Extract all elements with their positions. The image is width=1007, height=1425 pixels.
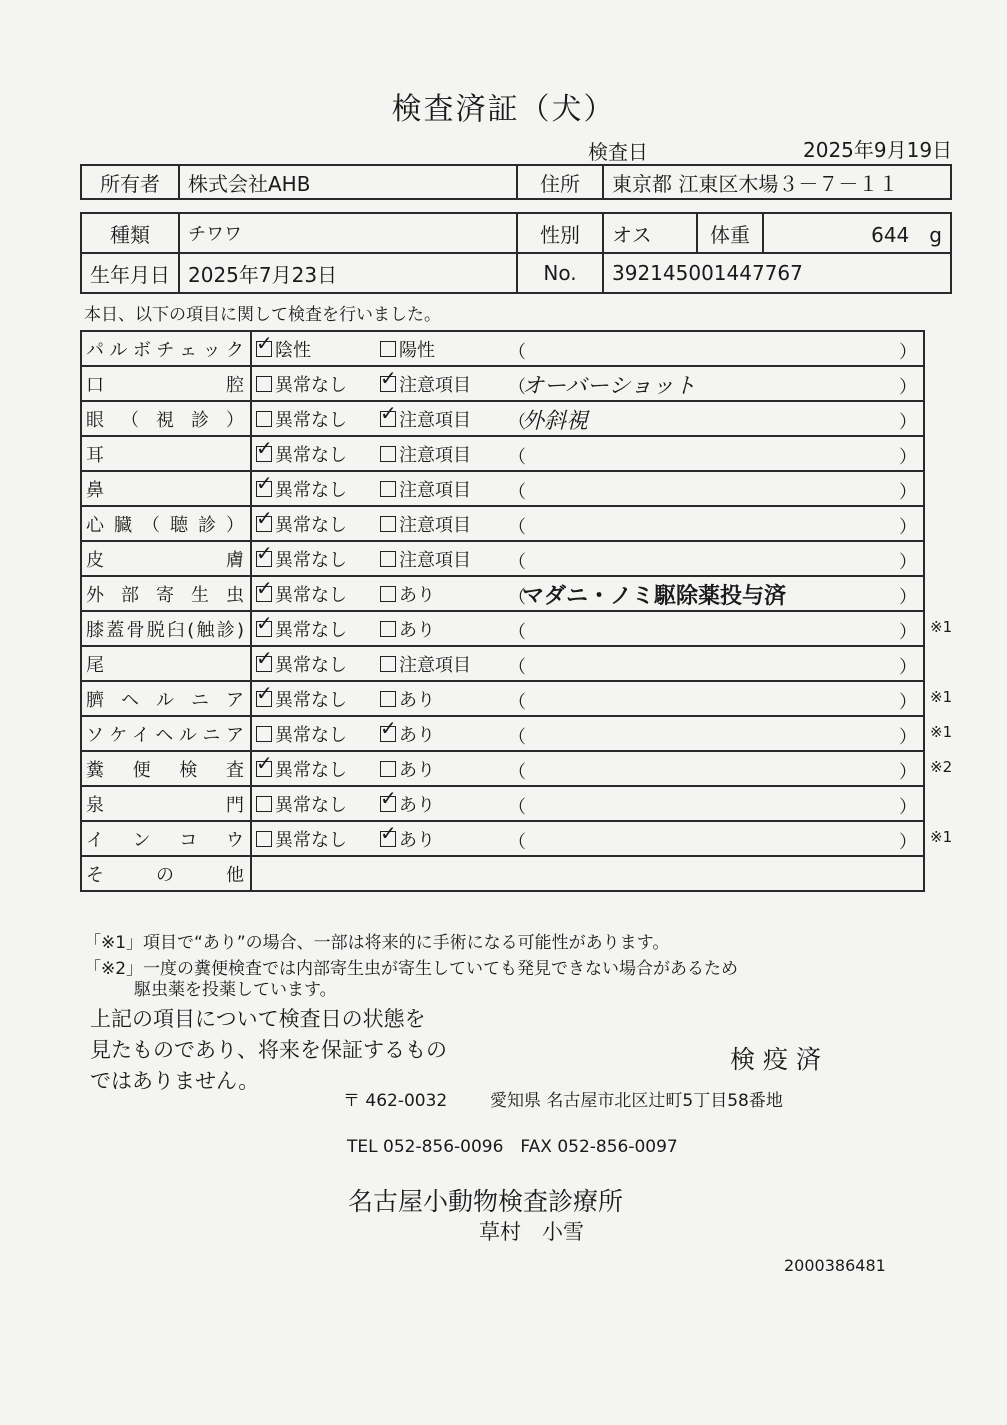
exam-item-name: 眼（視診） — [81, 401, 251, 436]
side-note: ※1 — [930, 688, 953, 706]
checkbox-icon[interactable] — [380, 761, 396, 777]
option-b-label: あり — [399, 829, 435, 851]
option-a-label: 異常なし — [275, 409, 347, 431]
disclaimer-line-3: ではありません。 — [90, 1069, 260, 1093]
owner-table — [80, 164, 952, 200]
owner-value: 株式会社AHB — [179, 165, 517, 199]
option-b-label: 注意項目 — [399, 444, 471, 466]
option-a-label: 異常なし — [275, 619, 347, 641]
other-label: その他 — [81, 856, 251, 891]
option-a-label: 異常なし — [275, 514, 347, 536]
option-a — [251, 541, 376, 576]
remark-text: 外斜視 — [522, 409, 589, 434]
exam-item-name: 尾 — [81, 646, 251, 681]
remark-cell: （ ） — [502, 786, 924, 821]
option-a-label: 異常なし — [275, 444, 347, 466]
option-a-label: 異常なし — [275, 549, 347, 571]
sex-label: 性別 — [517, 213, 603, 253]
option-b-label: 注意項目 — [399, 479, 471, 501]
birth-label: 生年月日 — [81, 253, 179, 293]
option-a-label: 陰性 — [275, 339, 311, 361]
exam-item-name: 膝蓋骨脱臼(触診) — [81, 611, 251, 646]
exam-item-name: ソケイヘルニア — [81, 716, 251, 751]
checkbox-icon[interactable] — [256, 796, 272, 812]
document-title: 検査済証（犬） — [391, 92, 616, 127]
remark-cell: （ ） — [502, 751, 924, 786]
remark-cell: （ オーバーショット ） — [502, 366, 924, 401]
kind-value: チワワ — [179, 213, 517, 253]
option-b-label: 注意項目 — [399, 514, 471, 536]
side-note: ※1 — [930, 828, 953, 846]
option-b-label: あり — [399, 584, 435, 606]
option-b — [376, 821, 502, 856]
checkbox-icon[interactable] — [256, 691, 272, 707]
postal-code: 〒 462-0032 — [343, 1091, 448, 1111]
no-label: No. — [517, 253, 603, 293]
checkbox-icon[interactable] — [380, 586, 396, 602]
option-a — [251, 751, 376, 786]
remark-cell: （ ） — [502, 681, 924, 716]
weight-label: 体重 — [697, 213, 763, 253]
option-b-label: 注意項目 — [399, 654, 471, 676]
checkbox-icon[interactable] — [380, 726, 396, 742]
disclaimer-line-1: 上記の項目について検査日の状態を — [90, 1007, 426, 1031]
option-b — [376, 611, 502, 646]
option-b — [376, 366, 502, 401]
checkbox-icon[interactable] — [256, 761, 272, 777]
checkbox-icon[interactable] — [380, 481, 396, 497]
vet-name: 草村 小雪 — [479, 1220, 584, 1244]
option-b — [376, 471, 502, 506]
checkbox-icon[interactable] — [256, 516, 272, 532]
checkbox-icon[interactable] — [380, 341, 396, 357]
exam-row — [81, 366, 924, 401]
exam-row — [81, 436, 924, 471]
checkbox-icon[interactable] — [256, 726, 272, 742]
option-b — [376, 331, 502, 366]
intro-text: 本日、以下の項目に関して検査を行いました。 — [84, 305, 441, 325]
remark-text: オーバーショット — [522, 374, 697, 399]
checkbox-icon[interactable] — [380, 656, 396, 672]
serial-number: 2000386481 — [784, 1256, 886, 1275]
remark-cell: （ ） — [502, 716, 924, 751]
option-a-label: 異常なし — [275, 724, 347, 746]
checkbox-icon[interactable] — [380, 691, 396, 707]
remark-cell: （ ） — [502, 646, 924, 681]
checkbox-icon[interactable] — [256, 551, 272, 567]
checkbox-icon[interactable] — [256, 446, 272, 462]
birth-value: 2025年7月23日 — [179, 253, 517, 293]
address-label: 住所 — [517, 165, 603, 199]
side-note: ※1 — [930, 723, 953, 741]
option-a — [251, 821, 376, 856]
option-a — [251, 471, 376, 506]
remark-cell: （ ） — [502, 471, 924, 506]
kind-label: 種類 — [81, 213, 179, 253]
remark-cell: （ マダニ・ノミ駆除薬投与済 ） — [502, 576, 924, 611]
option-b — [376, 436, 502, 471]
exam-date: 2025年9月19日 — [803, 138, 953, 162]
remark-cell: （ ） — [502, 506, 924, 541]
tel-fax: TEL 052-856-0096 FAX 052-856-0097 — [347, 1137, 678, 1157]
checkbox-icon[interactable] — [380, 831, 396, 847]
exam-item-name: 鼻 — [81, 471, 251, 506]
exam-item-name: 心臓（聴診） — [81, 506, 251, 541]
exam-row-other — [81, 856, 924, 891]
animal-table — [80, 212, 952, 294]
checkbox-icon[interactable] — [380, 411, 396, 427]
quarantine-stamp: 検 疫 済 — [730, 1045, 821, 1074]
exam-row — [81, 331, 924, 366]
exam-item-name: 口 腔 — [81, 366, 251, 401]
weight-unit: g — [929, 222, 942, 247]
exam-row — [81, 541, 924, 576]
exam-row — [81, 401, 924, 436]
exam-item-name: インコウ — [81, 821, 251, 856]
option-a — [251, 681, 376, 716]
option-b-label: あり — [399, 794, 435, 816]
exam-row — [81, 751, 924, 786]
option-a — [251, 786, 376, 821]
option-b-label: 注意項目 — [399, 409, 471, 431]
footnote-2: 「※2」一度の糞便検査では内部寄生虫が寄生していても発見できない場合があるため — [84, 959, 739, 979]
sex-value: オス — [603, 213, 697, 253]
no-value: 392145001447767 — [603, 253, 951, 293]
exam-row — [81, 646, 924, 681]
checkbox-icon[interactable] — [256, 656, 272, 672]
exam-date-label: 検査日 — [588, 140, 648, 164]
exam-row — [81, 611, 924, 646]
checkbox-icon[interactable] — [380, 796, 396, 812]
checkbox-icon[interactable] — [380, 551, 396, 567]
option-b — [376, 681, 502, 716]
owner-label: 所有者 — [81, 165, 179, 199]
option-b-label: あり — [399, 759, 435, 781]
checkbox-icon[interactable] — [380, 446, 396, 462]
option-b-label: あり — [399, 689, 435, 711]
exam-row — [81, 716, 924, 751]
checkbox-icon[interactable] — [256, 481, 272, 497]
option-b-label: あり — [399, 724, 435, 746]
exam-item-name: 臍ヘルニア — [81, 681, 251, 716]
exam-item-name: 皮 膚 — [81, 541, 251, 576]
checkbox-icon[interactable] — [256, 376, 272, 392]
exam-item-name: 耳 — [81, 436, 251, 471]
checkbox-icon[interactable] — [256, 411, 272, 427]
weight-value: 644 — [871, 222, 910, 247]
option-b — [376, 506, 502, 541]
exam-row — [81, 681, 924, 716]
exam-row — [81, 471, 924, 506]
option-a — [251, 436, 376, 471]
option-b-label: 注意項目 — [399, 549, 471, 571]
checkbox-icon[interactable] — [256, 341, 272, 357]
option-a-label: 異常なし — [275, 584, 347, 606]
option-a — [251, 331, 376, 366]
clinic-address: 愛知県 名古屋市北区辻町5丁目58番地 — [490, 1091, 783, 1111]
option-a-label: 異常なし — [275, 689, 347, 711]
option-b — [376, 786, 502, 821]
side-note: ※1 — [930, 618, 953, 636]
remark-cell: （ ） — [502, 331, 924, 366]
remark-text: マダニ・ノミ駆除薬投与済 — [522, 584, 787, 609]
checkbox-icon[interactable] — [380, 516, 396, 532]
option-b — [376, 401, 502, 436]
option-a-label: 異常なし — [275, 794, 347, 816]
option-a — [251, 366, 376, 401]
option-b-label: あり — [399, 619, 435, 641]
exam-row — [81, 506, 924, 541]
remark-cell: （ ） — [502, 821, 924, 856]
option-b — [376, 646, 502, 681]
remark-cell: （ 外斜視 ） — [502, 401, 924, 436]
option-a-label: 異常なし — [275, 654, 347, 676]
option-a-label: 異常なし — [275, 479, 347, 501]
option-b — [376, 541, 502, 576]
disclaimer-line-2: 見たものであり、将来を保証するもの — [90, 1038, 447, 1062]
option-a — [251, 576, 376, 611]
checkbox-icon[interactable] — [256, 621, 272, 637]
exam-row — [81, 576, 924, 611]
option-a — [251, 506, 376, 541]
address-value: 東京都 江東区木場３－７－１１ — [603, 165, 951, 199]
remark-cell: （ ） — [502, 611, 924, 646]
remark-cell: （ ） — [502, 541, 924, 576]
option-a-label: 異常なし — [275, 374, 347, 396]
option-b-label: 注意項目 — [399, 374, 471, 396]
option-a-label: 異常なし — [275, 829, 347, 851]
exam-item-name: 外部寄生虫 — [81, 576, 251, 611]
exam-item-name: 糞便検査 — [81, 751, 251, 786]
remark-cell: （ ） — [502, 436, 924, 471]
option-a — [251, 646, 376, 681]
checkbox-icon[interactable] — [256, 586, 272, 602]
option-a-label: 異常なし — [275, 759, 347, 781]
footnote-2-cont: 駆虫薬を投薬しています。 — [134, 980, 337, 1000]
weight-cell — [763, 213, 951, 253]
exam-item-name: 泉 門 — [81, 786, 251, 821]
other-value — [251, 856, 924, 891]
option-a — [251, 401, 376, 436]
clinic-name: 名古屋小動物検査診療所 — [348, 1187, 624, 1216]
exam-row — [81, 821, 924, 856]
side-note: ※2 — [930, 758, 953, 776]
checkbox-icon[interactable] — [256, 831, 272, 847]
option-a — [251, 611, 376, 646]
exam-item-name: パルボチェック — [81, 331, 251, 366]
option-b-label: 陽性 — [399, 339, 435, 361]
exam-row — [81, 786, 924, 821]
exam-table — [80, 330, 925, 892]
checkbox-icon[interactable] — [380, 621, 396, 637]
option-a — [251, 716, 376, 751]
checkbox-icon[interactable] — [380, 376, 396, 392]
option-b — [376, 716, 502, 751]
option-b — [376, 576, 502, 611]
option-b — [376, 751, 502, 786]
footnote-1: 「※1」項目で“あり”の場合、一部は将来的に手術になる可能性があります。 — [84, 933, 670, 953]
